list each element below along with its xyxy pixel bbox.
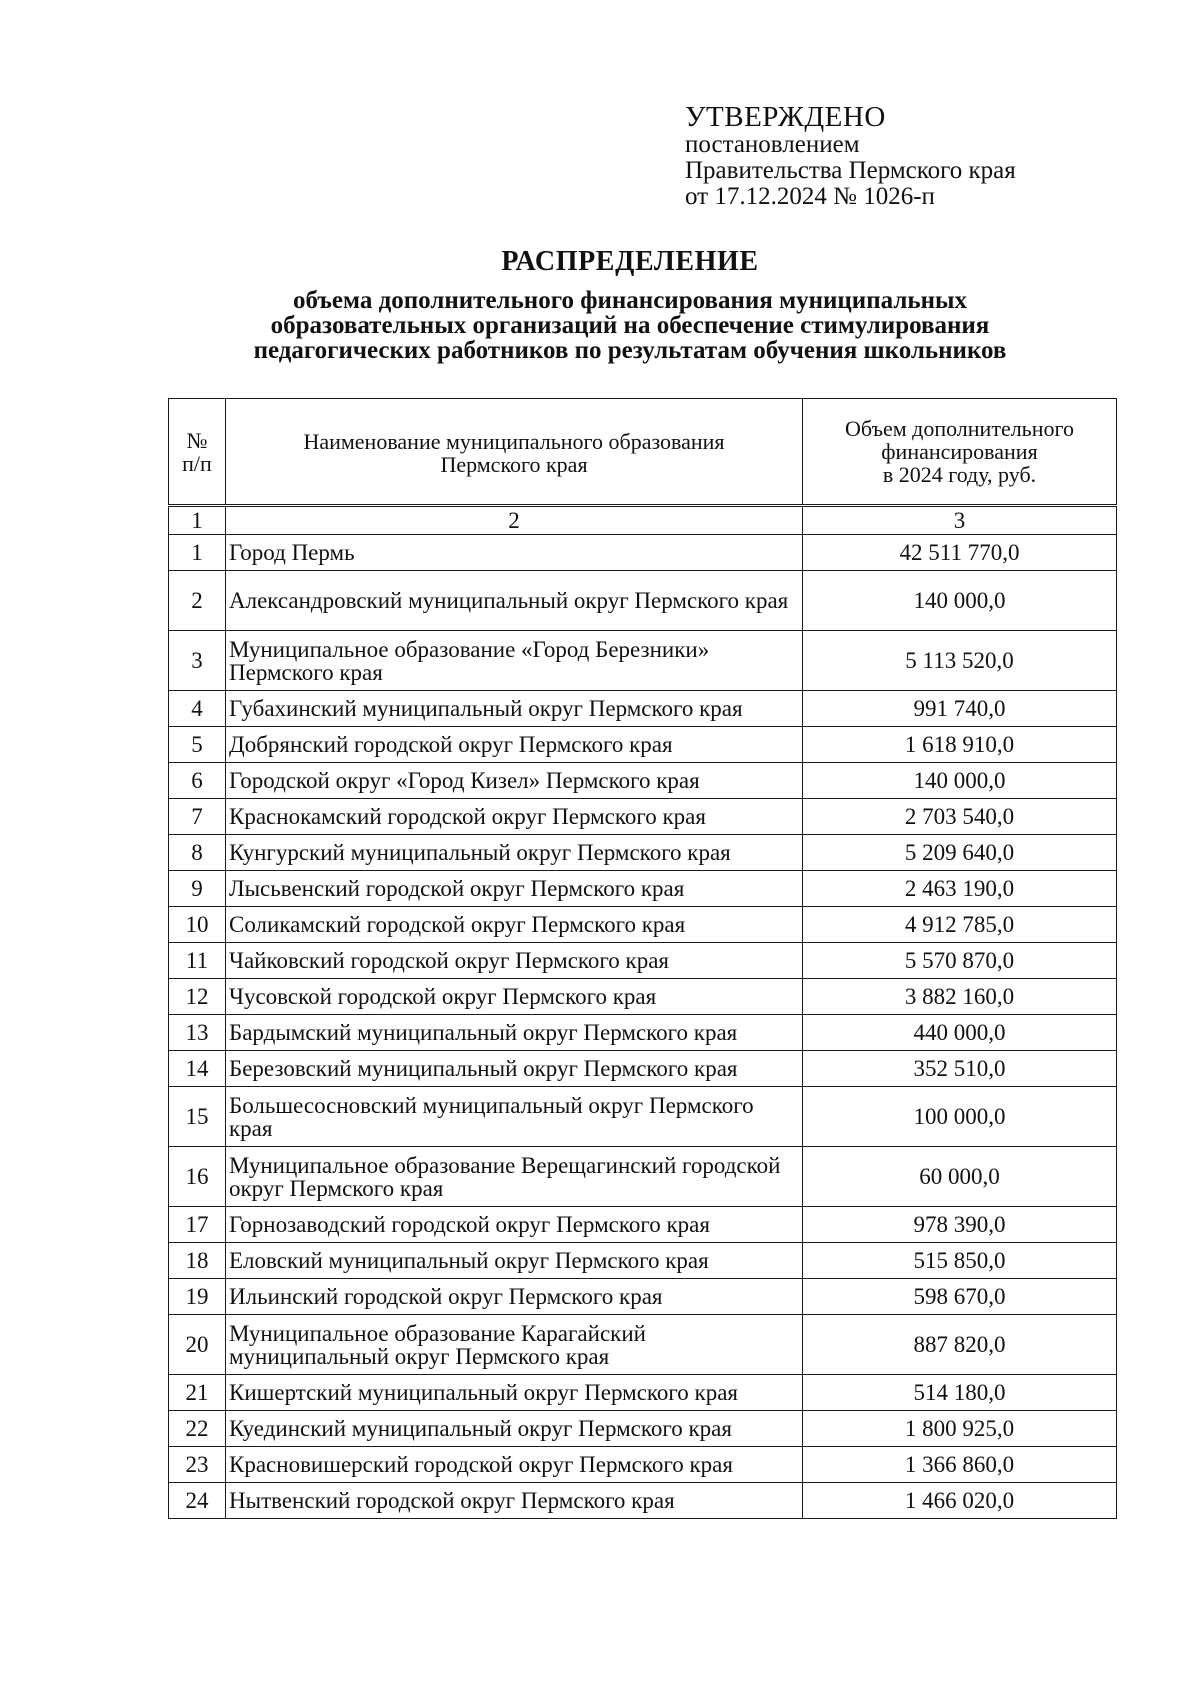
header-amount-line-2: финансирования (881, 439, 1038, 464)
funding-amount: 100 000,0 (803, 1087, 1117, 1147)
row-number: 21 (169, 1375, 226, 1411)
funding-amount: 887 820,0 (803, 1315, 1117, 1375)
header-number-line-1: № (186, 427, 208, 453)
row-number: 13 (169, 1015, 226, 1051)
table-row (169, 571, 1117, 631)
municipality-name: Муниципальное образование Карагайский муниципальный округ Пермского края (226, 1315, 803, 1375)
municipality-name: Муниципальное образование Верещагинский городской округ Пермского края (226, 1147, 803, 1207)
table-row (169, 1315, 1117, 1375)
row-number: 7 (169, 799, 226, 835)
table-row (169, 1243, 1117, 1279)
header-municipality-line-2: Пермского края (440, 451, 588, 477)
table-row (169, 907, 1117, 943)
column-number-row (169, 506, 1117, 535)
funding-amount: 1 618 910,0 (803, 727, 1117, 763)
municipality-name: Красновишерский городской округ Пермского края (226, 1447, 803, 1483)
municipality-name: Город Пермь (226, 535, 803, 571)
table-row (169, 631, 1117, 691)
funding-amount: 140 000,0 (803, 763, 1117, 799)
table-row (169, 799, 1117, 835)
subtitle-line-2: образовательных организаций на обеспечение стимулирования (270, 312, 990, 339)
funding-amount: 140 000,0 (803, 571, 1117, 631)
row-number: 2 (169, 571, 226, 631)
funding-amount: 5 209 640,0 (803, 835, 1117, 871)
municipality-name: Муниципальное образование «Город Березники» Пермского края (226, 631, 803, 691)
municipality-name: Чусовской городской округ Пермского края (226, 979, 803, 1015)
table-row (169, 763, 1117, 799)
row-number: 18 (169, 1243, 226, 1279)
municipality-name: Александровский муниципальный округ Пермского края (226, 571, 803, 631)
table-row (169, 943, 1117, 979)
header-municipality (226, 399, 803, 506)
subtitle-line-3: педагогических работников по результатам обучения школьников (253, 337, 1007, 364)
row-number: 19 (169, 1279, 226, 1315)
row-number: 3 (169, 631, 226, 691)
table-row (169, 1207, 1117, 1243)
table-row (169, 1375, 1117, 1411)
funding-amount: 60 000,0 (803, 1147, 1117, 1207)
column-number: 2 (226, 506, 803, 535)
table-row (169, 1015, 1117, 1051)
table-row (169, 1279, 1117, 1315)
approval-heading: УТВЕРЖДЕНО (685, 101, 886, 133)
row-number: 16 (169, 1147, 226, 1207)
row-number: 23 (169, 1447, 226, 1483)
table-row (169, 1483, 1117, 1519)
funding-amount: 5 113 520,0 (803, 631, 1117, 691)
row-number: 17 (169, 1207, 226, 1243)
table-row (169, 979, 1117, 1015)
funding-amount: 3 882 160,0 (803, 979, 1117, 1015)
funding-amount: 1 366 860,0 (803, 1447, 1117, 1483)
row-number: 1 (169, 535, 226, 571)
approval-stamp (685, 102, 1016, 210)
funding-amount: 1 800 925,0 (803, 1411, 1117, 1447)
municipality-name: Большесосновский муниципальный округ Пермского края (226, 1087, 803, 1147)
municipality-name: Кунгурский муниципальный округ Пермского края (226, 835, 803, 871)
municipality-name: Краснокамский городской округ Пермского края (226, 799, 803, 835)
table-header-row (169, 399, 1117, 506)
row-number: 12 (169, 979, 226, 1015)
row-number: 22 (169, 1411, 226, 1447)
funding-amount: 2 463 190,0 (803, 871, 1117, 907)
funding-amount: 352 510,0 (803, 1051, 1117, 1087)
row-number: 4 (169, 691, 226, 727)
municipality-name: Соликамский городской округ Пермского края (226, 907, 803, 943)
header-municipality-line-1: Наименование муниципального образования (303, 428, 725, 454)
table-row (169, 835, 1117, 871)
municipality-name: Чайковский городской округ Пермского края (226, 943, 803, 979)
document-subtitle (150, 288, 1110, 363)
table-row (169, 871, 1117, 907)
municipality-name: Бардымский муниципальный округ Пермского края (226, 1015, 803, 1051)
municipality-name: Березовский муниципальный округ Пермского края (226, 1051, 803, 1087)
funding-amount: 1 466 020,0 (803, 1483, 1117, 1519)
header-amount-line-1: Объем дополнительного (845, 416, 1074, 441)
municipality-name: Нытвенский городской округ Пермского края (226, 1483, 803, 1519)
row-number: 15 (169, 1087, 226, 1147)
header-number-line-2: п/п (182, 450, 212, 476)
table-row (169, 535, 1117, 571)
row-number: 9 (169, 871, 226, 907)
document-title: РАСПРЕДЕЛЕНИЕ (501, 246, 759, 277)
distribution-table (168, 398, 1117, 1519)
column-number: 1 (169, 506, 226, 535)
row-number: 14 (169, 1051, 226, 1087)
funding-amount: 514 180,0 (803, 1375, 1117, 1411)
table-row (169, 1051, 1117, 1087)
approval-line-government: Правительства Пермского края (685, 157, 1016, 184)
table-row (169, 1447, 1117, 1483)
funding-amount: 598 670,0 (803, 1279, 1117, 1315)
municipality-name: Добрянский городской округ Пермского края (226, 727, 803, 763)
row-number: 24 (169, 1483, 226, 1519)
municipality-name: Еловский муниципальный округ Пермского края (226, 1243, 803, 1279)
municipality-name: Городской округ «Город Кизел» Пермского края (226, 763, 803, 799)
funding-amount: 2 703 540,0 (803, 799, 1117, 835)
row-number: 20 (169, 1315, 226, 1375)
municipality-name: Ильинский городской округ Пермского края (226, 1279, 803, 1315)
municipality-name: Куединский муниципальный округ Пермского края (226, 1411, 803, 1447)
header-amount (803, 399, 1117, 506)
row-number: 8 (169, 835, 226, 871)
table-row (169, 691, 1117, 727)
municipality-name: Горнозаводский городской округ Пермского края (226, 1207, 803, 1243)
approval-line-resolution: постановлением (685, 131, 860, 158)
row-number: 10 (169, 907, 226, 943)
funding-amount: 5 570 870,0 (803, 943, 1117, 979)
subtitle-line-1: объема дополнительного финансирования муниципальных (292, 287, 968, 314)
header-number (169, 399, 226, 506)
row-number: 6 (169, 763, 226, 799)
municipality-name: Лысьвенский городской округ Пермского края (226, 871, 803, 907)
header-amount-line-3: в 2024 году, руб. (882, 462, 1037, 487)
municipality-name: Губахинский муниципальный округ Пермского края (226, 691, 803, 727)
funding-amount: 440 000,0 (803, 1015, 1117, 1051)
row-number: 5 (169, 727, 226, 763)
table-row (169, 1147, 1117, 1207)
funding-amount: 991 740,0 (803, 691, 1117, 727)
approval-line-date: от 17.12.2024 № 1026-п (685, 183, 935, 210)
column-number: 3 (803, 506, 1117, 535)
funding-amount: 515 850,0 (803, 1243, 1117, 1279)
table-row (169, 1411, 1117, 1447)
row-number: 11 (169, 943, 226, 979)
funding-amount: 42 511 770,0 (803, 535, 1117, 571)
municipality-name: Кишертский муниципальный округ Пермского края (226, 1375, 803, 1411)
funding-amount: 978 390,0 (803, 1207, 1117, 1243)
table-row (169, 1087, 1117, 1147)
funding-amount: 4 912 785,0 (803, 907, 1117, 943)
table-row (169, 727, 1117, 763)
